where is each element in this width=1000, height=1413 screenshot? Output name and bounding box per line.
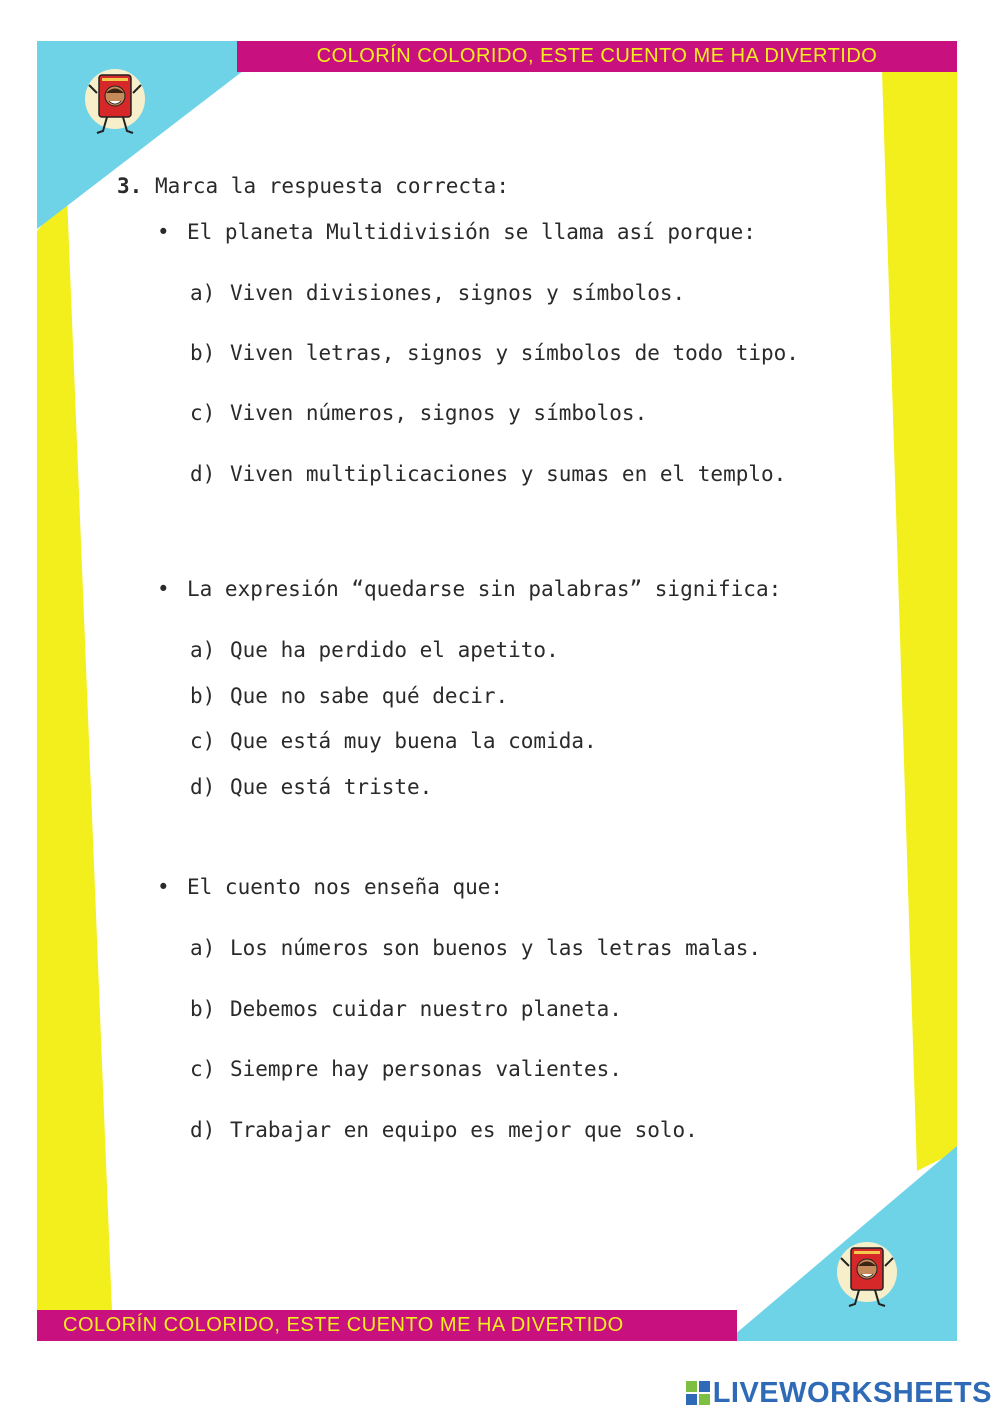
item-prompt	[157, 220, 756, 244]
item-prompt	[157, 577, 781, 601]
option-text: Que no sabe qué decir.	[230, 684, 509, 708]
option-text: Que está muy buena la comida.	[230, 729, 597, 753]
prompt-text: El planeta Multidivisión se llama así porque:	[187, 220, 756, 244]
option-text: Los números son buenos y las letras malas.	[230, 936, 762, 960]
bottom-banner: COLORÍN COLORIDO, ESTE CUENTO ME HA DIVERTIDO	[37, 1310, 737, 1341]
answer-option[interactable]	[190, 401, 647, 425]
prompt-text: La expresión “quedarse sin palabras” significa:	[187, 577, 782, 601]
top-banner: COLORÍN COLORIDO, ESTE CUENTO ME HA DIVERTIDO	[237, 41, 957, 72]
answer-option[interactable]	[190, 729, 597, 753]
question-content	[37, 41, 957, 1341]
option-letter: b)	[190, 997, 216, 1021]
option-letter: a)	[190, 638, 216, 662]
answer-option[interactable]	[190, 638, 559, 662]
question-instruction: Marca la respuesta correcta:	[154, 174, 509, 198]
answer-option[interactable]	[190, 775, 432, 799]
prompt-text: El cuento nos enseña que:	[187, 875, 504, 899]
option-text: Viven multiplicaciones y sumas en el templo.	[230, 462, 787, 486]
option-letter: c)	[190, 401, 216, 425]
answer-option[interactable]	[190, 462, 786, 486]
answer-option[interactable]	[190, 684, 508, 708]
bullet: •	[157, 875, 170, 899]
item-prompt	[157, 875, 503, 899]
option-letter: b)	[190, 684, 216, 708]
option-text: Viven divisiones, signos y símbolos.	[230, 281, 686, 305]
liveworksheets-logo[interactable]	[686, 1376, 992, 1410]
worksheet-frame	[37, 41, 957, 1341]
bullet: •	[157, 220, 170, 244]
option-letter: d)	[190, 462, 216, 486]
question-number: 3.	[117, 174, 143, 198]
option-letter: a)	[190, 281, 216, 305]
option-letter: b)	[190, 341, 216, 365]
option-text: Siempre hay personas valientes.	[230, 1057, 622, 1081]
question-header	[117, 174, 509, 198]
brand-name: LIVEWORKSHEETS	[712, 1376, 992, 1409]
option-text: Debemos cuidar nuestro planeta.	[230, 997, 622, 1021]
answer-option[interactable]	[190, 936, 761, 960]
option-text: Trabajar en equipo es mejor que solo.	[230, 1118, 698, 1142]
option-text: Que ha perdido el apetito.	[230, 638, 559, 662]
option-letter: a)	[190, 936, 216, 960]
answer-option[interactable]	[190, 997, 622, 1021]
option-text: Viven letras, signos y símbolos de todo tipo.	[230, 341, 799, 365]
liveworksheets-icon	[686, 1381, 710, 1405]
answer-option[interactable]	[190, 1118, 698, 1142]
bullet: •	[157, 577, 170, 601]
option-text: Que está triste.	[230, 775, 433, 799]
option-letter: d)	[190, 775, 216, 799]
answer-option[interactable]	[190, 341, 799, 365]
option-text: Viven números, signos y símbolos.	[230, 401, 648, 425]
answer-option[interactable]	[190, 1057, 622, 1081]
answer-option[interactable]	[190, 281, 685, 305]
option-letter: d)	[190, 1118, 216, 1142]
option-letter: c)	[190, 729, 216, 753]
option-letter: c)	[190, 1057, 216, 1081]
